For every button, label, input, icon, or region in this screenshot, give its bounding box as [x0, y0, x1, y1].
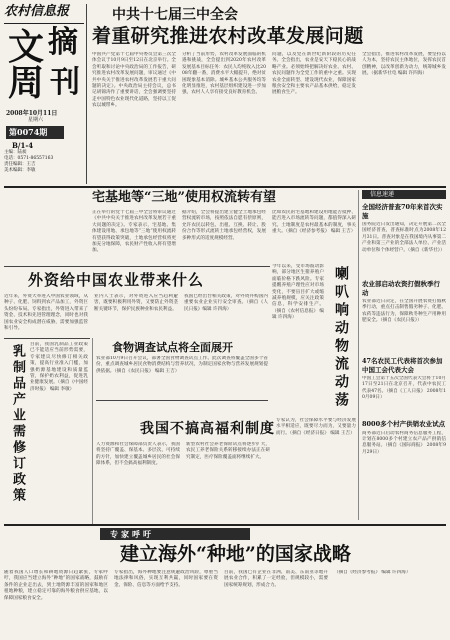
section2-headline: 宅基地等“三地”使用权流转有望 [92, 190, 276, 205]
section4-body: 农业部10月9日召开会议，部署全国食物调查试点工作。此次调查将覆盖全国多个省份，重点调查城乡居民食物消费结构与营养状况，为制定国家食物与营养发展规划提供依据。（摘自《农民日报》 编辑 王吉） [96, 356, 268, 374]
section3-headline: 外资给中国农业带来什么 [28, 271, 205, 289]
section3-body-col1: 近年来，外资大举进入中国农业领域，从种子、化肥、饲料到农产品加工，外资巨头纷纷布局。专家指出，外资进入带来了资金、技术和先进管理理念，同时也对我国农业安全构成潜在威胁，需要加强监管和引导。 [4, 294, 88, 332]
masthead-title-wen: 文 [8, 26, 45, 68]
masthead-title-zhou: 周 [8, 62, 45, 104]
sidebar-item2-title: 农业部启动农资打假秋季行动 [362, 280, 440, 297]
bottom-label [100, 528, 250, 540]
vertical-right-title: 喇叭响动物流动荡 [333, 266, 349, 410]
lead-body-col3: 问题，以及党在新世纪新阶段的历史任务。全会指出，农业是安天下稳民心的战略产业。必须始终把解决好农业、农村、农民问题作为全党工作的重中之重。实现农业全面转型、建设现代农业，保障国家粮食安全和主要农产品基本供给，稳定发展粮食生产。 [272, 52, 356, 96]
section2-body-col2: 据介绍，全会将提出建立健全土地承包经营权流转市场，按照依法自愿有偿原则，允许农民以转包、出租、互换、转让、股份合作等形式流转土地承包经营权，发展多种形式的适度规模经营。 [182, 210, 266, 241]
section5-headline: 我国不搞高福利制度 [140, 421, 275, 437]
section2-body-col3: 比如农民的宅基地和建设用地能否抵押、能否进入市场流转等问题，都值得深入研究。土地制度是农村最基本的制度，事关重大。（摘自《经济参考报》 编辑 王吉） [272, 210, 356, 235]
bottom-label-text: 专家呼吁 [110, 529, 154, 539]
sidebar-item1-title: 全国经济普查70年来首次实施 [362, 203, 443, 220]
vertical-left-body: 目前，我国乳制品工业政策已不能适应当前形势需要，专家建议尽快修订相关政策，提高行业准入门槛，加强奶源基地建设和质量监管，保护奶农利益，促进乳业健康发展。（摘自《中国经济时报》 编辑 李敏） [30, 342, 88, 392]
section5-body-col3: 专家认为，社会保障水平要与经济发展水平相适应，既要尽力而为，又要量力而行。（摘自《经济日报》 编辑 王吉） [276, 418, 356, 436]
issue-number: 第0074期 [6, 126, 64, 139]
section3-body-col3: 我国已经出台相关政策，对外资并购国内重要农业企业实行安全审查。（摘自《人民日报》编辑 许四海） [184, 294, 268, 312]
bottom-body-col2: 专家指出，海外种地要注意规避政治风险，尊重当地法律和风俗，实现互利共赢，同时国家要在资金、保险、信息等方面给予支持。 [114, 570, 218, 588]
vertical-left-title: 乳制品产业需修订政策 [10, 344, 25, 504]
section3-body-col2: 业内人士表示，对外资进入应当趋利避害，既要积极利用外资，又要防止外资垄断关键环节，保护民族种业和农民利益。 [94, 294, 178, 312]
vertical-right-box [272, 262, 356, 414]
bottom-body-col1: 随着我国人口增长和耕地资源日趋紧张，专家呼吁，我国应当建立海外“种地”的国家战略，鼓励有条件的企业走出去，到土地资源丰富的国家和地区租地种粮，建立稳定可靠的海外粮食供应基地，以保障国家粮食安全。 [4, 570, 108, 601]
section2-body-col1: 正在举行的党十七届三中全会将审议通过《中共中央关于推进农村改革发展若干重大问题的决定》。专家表示，宅基地、集体建设用地、承包地等“三地”使用权流转有望获得政策突破，土地承包经营权将更加充分地保障，农民财产性收入将有望增加。 [92, 210, 176, 254]
sidebar-label-text: 信息速递 [370, 191, 395, 198]
sidebar-item4-title: 8000多个村产供销农业试点 [362, 420, 446, 428]
bottom-headline: 建立海外“种地”的国家战略 [120, 543, 351, 565]
lead-body-col4: 全会指出，推进农村改革发展，要坚持以人为本，坚持农民主体地位，发挥农民首创精神，以改革创新为动力，统筹城乡发展。（据新华社电 编辑 许四海） [362, 52, 446, 77]
sidebar-item4-body: 商务部近日启动农村商务信息服务工程，计划在8000多个村建立农产品产供销信息服务站。（摘自《国际商报》 2008年9月29日） [362, 430, 446, 455]
sidebar-label [362, 190, 446, 199]
lead-body-col2: 分析了当前形势，农村改革发展面临的机遇和挑战，全会提出到2020年农村改革发展基本目标任务：农民人均纯收入比2008年翻一番，消费水平大幅提升，绝对贫困现象基本消除。城乡基本公共服务均等化明显推进，农村基层组织建设进一步加强，农村人人享有接受良好教育机会。 [182, 52, 266, 96]
sidebar-item3-title: 47名农民工代表将首次参加中国工会代表大会 [362, 357, 443, 374]
issue-pages: B/1-4 [12, 141, 34, 150]
vertical-right-body: 今年以来，受市场波动影响，部分地区生猪养殖户面临价格下跌风险。专家提醒养殖户理性应对市场变化，不要盲目扩大或缩减养殖规模，应关注政策信息，科学安排生产。（摘自《农村信息报》 编辑 许四海） [272, 264, 324, 321]
vertical-left-box [4, 340, 88, 524]
sidebar-item1-body: 国务院近日发出通知，决定开展第二次全国经济普查，普查标准时点为2008年12月31日。普查对象是在我国境内从事第二产业和第三产业的全部法人单位、产业活动单位和个体经营户。（摘自《新华社》） [362, 222, 446, 253]
lead-kicker: 中共十七届三中全会 [112, 7, 238, 23]
sidebar-item2-body: 农业部近日决定，在全国开展农资打假秋季行动，重点打击制售假劣种子、化肥、农药等违法行为，保障秋冬种生产用种用肥安全。（摘自《农民日报》） [362, 299, 446, 324]
masthead-logo: 农村信息报 [4, 4, 70, 19]
masthead-credits: 主编：陆昶 电话：0571-86557163 责任编辑：王吉 美术编辑：李敏 [4, 150, 54, 173]
sidebar [362, 190, 446, 522]
sidebar-item3-body: 中国工会第十五次全国代表大会将于10月17日至21日在北京召开，代表中农民工代表47名。（摘自《工人日报》 2008年10月09日） [362, 376, 446, 401]
masthead [4, 4, 84, 154]
bottom-body-col4: （摘自《经济参考报》 编辑 许四海） [334, 570, 411, 575]
lead-body-col1: 中国共产党第十七届中央委员会第三次全体会议于10月9日至12日在北京举行。全会听取和讨论中央政治局的工作报告，研究推进农村改革发展问题，审议通过《中共中央关于推进农村改革发展若干重大问题的决定》。中央政治局主持会议，总书记胡锦涛作了重要讲话，全会强调要坚持走中国特色农业现代化道路，坚持以工促农以城带乡。 [92, 52, 176, 109]
issue-weekday: 星期六 [28, 117, 44, 123]
section4-headline: 食物调查试点将全面展开 [112, 341, 233, 354]
lead-headline: 着重研究推进农村改革发展问题 [92, 25, 364, 47]
masthead-title-zhai: 摘 [48, 25, 78, 60]
masthead-title-kan: 刊 [50, 65, 80, 100]
bottom-body-col3: 目前，我国已有企业在非洲、南美、东南亚等地开展农业合作，积累了一定经验，但规模较小，需要国家统筹规划，形成合力。 [224, 570, 328, 588]
section5-body-col2: 新型农村社会养老保险试点将逐步扩大，农民工养老保险关系转移接续办法正在研究制定，医疗保险覆盖面将继续扩大。 [186, 442, 270, 460]
section5-body-col1: 人力资源和社会保障部负责人表示，我国将坚持广覆盖、保基本、多层次、可持续的方针，加快建立覆盖城乡居民的社会保障体系，但不会搞高福利制度。 [96, 442, 180, 467]
issue-date: 2008年10月11日 [6, 110, 58, 117]
